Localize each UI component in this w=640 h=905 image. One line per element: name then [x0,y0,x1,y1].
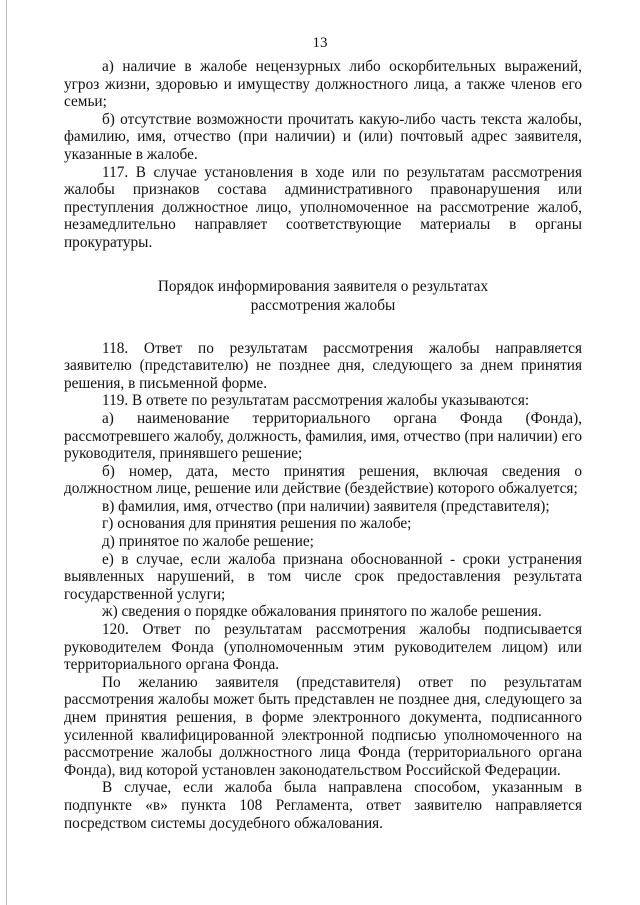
paragraph-120: 120. Ответ по результатам рассмотрения жалобы подписывается руководителем Фонда (уполномоченным этим руководителем лицом) или территориального органа Фонда. [64,621,582,674]
paragraph-120-system: В случае, если жалоба была направлена способом, указанным в подпункте «в» пункта 108 Регламента, ответ заявителю направляется посредством системы досудебного обжалования. [64,779,582,832]
paragraph-120-electronic: По желанию заявителя (представителя) ответ по результатам рассмотрения жалобы может быть представлен не позднее дня, следующего за днем принятия решения, в форме электронного документа, подписанного усиленной квалифицированной электронной подписью уполномоченного на рассмотрение жалобы должностного лица Фонда (территориального органа Фонда), вид которой установлен законодательством Российской Федерации. [64,673,582,779]
paragraph-119-zh: ж) сведения о порядке обжалования принятого по жалобе решения. [102,603,542,621]
paragraph-a-obscene-language: а) наличие в жалобе нецензурных либо оскорбительных выражений, угроз жизни, здоровью и имуществу должностного лица, а также членов его семьи; [64,58,582,111]
paragraph-119-g: г) основания для принятия решения по жалобе; [102,515,412,533]
paragraph-118: 118. Ответ по результатам рассмотрения жалобы направляется заявителю (представителю) не позднее дня, следующего за днем принятия решения, в письменной форме. [64,339,582,392]
section-heading-line-1: Порядок информирования заявителя о результатах [157,277,489,295]
paragraph-119-b: б) номер, дата, место принятия решения, включая сведения о должностном лице, решение или действие (бездействие) которого обжалуется; [64,462,582,498]
section-heading [64,277,582,315]
page-number: 13 [312,35,328,51]
paragraph-119-v: в) фамилия, имя, отчество (при наличии) заявителя (представителя); [102,497,550,515]
paragraph-117: 117. В случае установления в ходе или по результатам рассмотрения жалобы признаков состава административного правонарушения или преступления должностное лицо, уполномоченное на рассмотрение жалоб, незамедлительно направляет соответствующие материалы в органы прокуратуры. [64,163,582,251]
paragraph-119-a: а) наименование территориального органа Фонда (Фонда), рассмотревшего жалобу, должность, фамилия, имя, отчество (при наличии) его руководителя, принявшего решение; [64,409,582,463]
paragraph-119: 119. В ответе по результатам рассмотрения жалобы указываются: [102,392,530,410]
paragraph-b-unreadable-text: б) отсутствие возможности прочитать какую-либо часть текста жалобы, фамилию, имя, отчество (при наличии) и (или) почтовый адрес заявителя, указанные в жалобе. [64,110,582,163]
scan-edge-line [6,0,7,905]
section-heading-line-2: рассмотрения жалобы [250,296,396,314]
paragraph-119-d: д) принятое по жалобе решение; [102,533,314,551]
document-body [64,58,582,832]
paragraph-119-e: е) в случае, если жалоба признана обоснованной - сроки устранения выявленных нарушений, в том числе срок предоставления результата государственной услуги; [64,550,582,603]
